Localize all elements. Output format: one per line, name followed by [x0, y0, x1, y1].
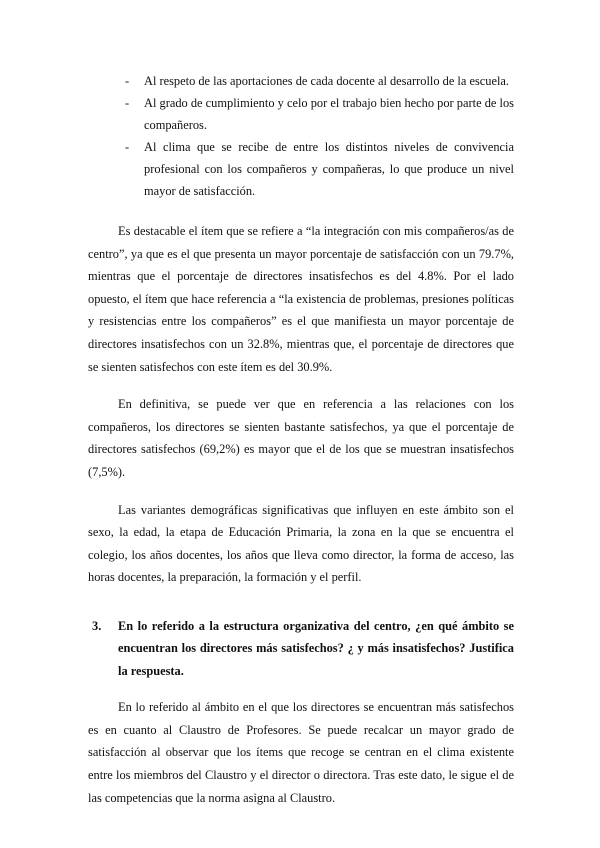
bullet-text: Al clima que se recibe de entre los distintos niveles de convivencia profesional con los compañeros y compañeras, lo que produce un nivel mayor de satisfacción.	[144, 140, 514, 198]
bullet-list	[88, 70, 514, 202]
bullet-item	[125, 136, 514, 202]
question-heading	[92, 615, 514, 682]
paragraph-integration: Es destacable el ítem que se refiere a “la integración con mis compañeros/as de centro”, ya que es el que presenta un mayor porcentaje de satisfacción con un 79.7%, mientras que el porcentaje de directores insatisfechos es del 4.8%. Por el lado opuesto, el ítem que hace referencia a “la existencia de problemas, presiones políticas y resistencias entre los compañeros” es el que manifiesta un mayor porcentaje de directores insatisfechos con un 32.8%, mientras que, el porcentaje de directores que se sienten satisfechos con este ítem es del 30.9%.	[88, 224, 514, 374]
question-text: En lo referido a la estructura organizativa del centro, ¿en qué ámbito se encuentran los directores más satisfechos? ¿ y más insatisfechos? Justifica la respuesta.	[118, 618, 514, 678]
bullet-dash: -	[125, 74, 130, 88]
bullet-item	[125, 92, 514, 136]
paragraph-conclusion: En definitiva, se puede ver que en referencia a las relaciones con los compañeros, los directores se sienten bastante satisfechos, ya que el porcentaje de directores satisfechos (69,2%) es mayor que el de los que se muestran insatisfechos (7,5%).	[88, 397, 514, 479]
paragraph-demographics: Las variantes demográficas significativas que influyen en este ámbito son el sexo, la edad, la etapa de Educación Primaria, la zona en la que se encuentra el colegio, los años docentes, los años que lleva como director, la forma de acceso, las horas docentes, la preparación, la formación y el perfil.	[88, 502, 514, 585]
answer-paragraph: En lo referido al ámbito en el que los directores se encuentran más satisfechos es en cuanto al Claustro de Profesores. Se puede recalcar un mayor grado de satisfacción al observar que los ítems que recoge se centran en el clima existente entre los miembros del Claustro y el director o directora. Tras este dato, le sigue el de las competencias que la norma asigna al Claustro.	[88, 700, 514, 805]
bullet-dash: -	[125, 96, 130, 110]
bullet-text: Al respeto de las aportaciones de cada docente al desarrollo de la escuela.	[144, 74, 510, 88]
bullet-dash: -	[125, 140, 130, 154]
bullet-text: Al grado de cumplimiento y celo por el trabajo bien hecho por parte de los compañeros.	[144, 96, 514, 132]
bullet-item	[125, 70, 514, 92]
question-number: 3.	[92, 618, 102, 633]
